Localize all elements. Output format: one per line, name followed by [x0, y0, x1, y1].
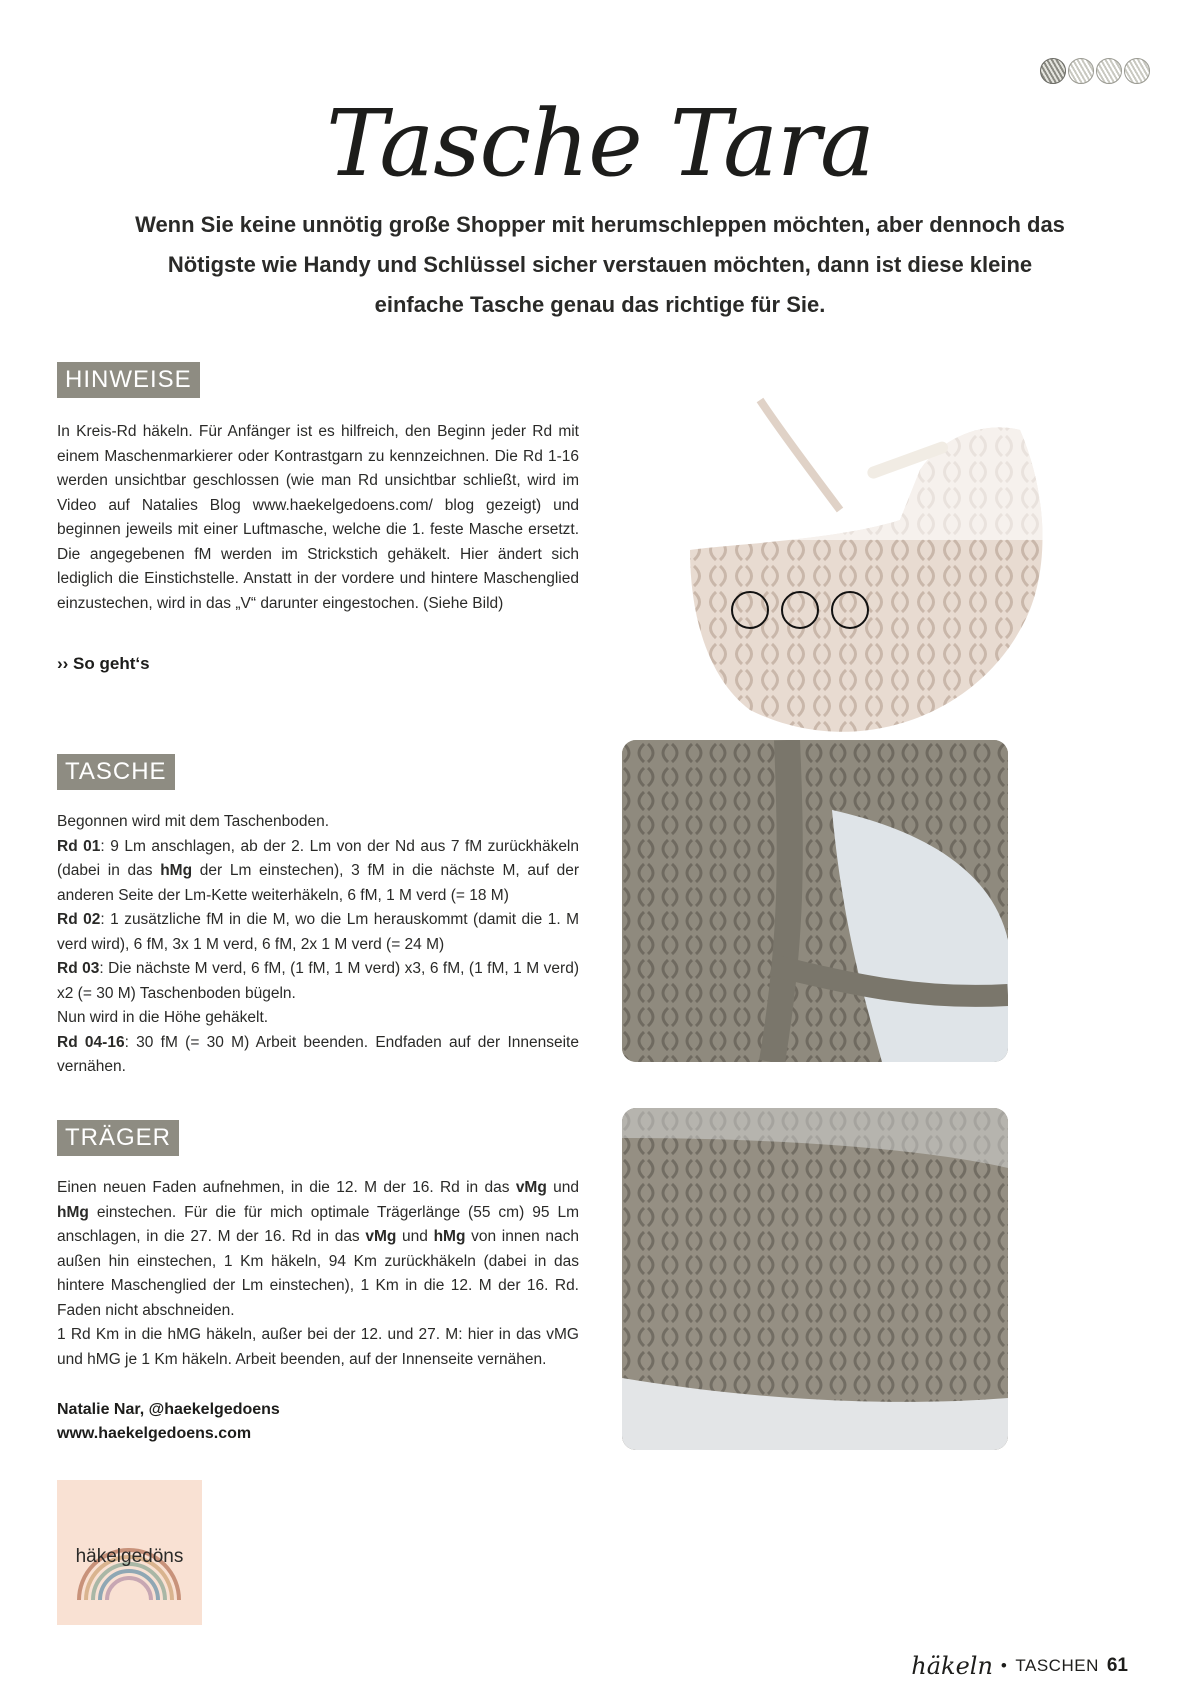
footer-section: TASCHEN: [1015, 1656, 1099, 1675]
intro-paragraph: Wenn Sie keine unnötig große Shopper mit herumschleppen möchten, aber dennoch das Nötigste wie Handy und Schlüssel sicher verstauen möchten, dann ist diese kleine einfache Tasche genau das richtige für Sie.: [135, 212, 1065, 317]
website: www.haekelgedoens.com: [57, 1425, 252, 1442]
footer-separator: •: [1000, 1656, 1008, 1675]
tasche-text: [57, 810, 579, 1080]
section-label-traeger: TRÄGER: [57, 1120, 179, 1156]
difficulty-indicator: [1040, 58, 1150, 84]
double-chevron-icon: ››: [57, 654, 74, 673]
bag-strap-graphic: [622, 740, 1008, 1062]
tasche-section: [57, 754, 579, 1080]
photo-stitch-detail: [640, 380, 1060, 750]
bag-bottom-graphic: [622, 1108, 1008, 1450]
traeger-paragraph-1: Einen neuen Faden aufnehmen, in die 12. M der 16. Rd in das vMg und hMg einstechen. Für die für mich optimale Trägerlänge (55 cm) 95 Lm anschlagen, in die 27. M der 16. Rd in das vMg und hMg von innen nach außen hin einstechen, 1 Km häkeln, 94 Km zurückhäkeln (dabei in das hintere Maschenglied der Lm einstechen), 1 Km in die 12. M der 16. Rd. Faden nicht abschneiden.: [57, 1179, 579, 1319]
page-title: Tasche Tara: [326, 90, 874, 197]
traeger-section: [57, 1120, 579, 1446]
round-04-16: Rd 04-16: 30 fM (= 30 M) Arbeit beenden. Endfaden auf der Innenseite vernähen.: [57, 1033, 579, 1075]
traeger-text: [57, 1176, 579, 1372]
round-02: Rd 02: 1 zusätzliche fM in die M, wo die Lm herauskommt (damit die 1. M verd wird), 6 fM, 3x 1 M verd, 6 fM, 2x 1 M verd (= 24 M): [57, 911, 579, 953]
hinweise-section: [57, 362, 579, 674]
tasche-intro: Begonnen wird mit dem Taschenboden.: [57, 813, 329, 830]
haekelgedoens-logo: [57, 1480, 202, 1625]
yarn-ball-icon: [1068, 58, 1094, 84]
height-line: Nun wird in die Höhe gehäkelt.: [57, 1009, 269, 1026]
round-03: Rd 03: Die nächste M verd, 6 fM, (1 fM, 1 M verd) x3, 6 fM, (1 fM, 1 M verd) x2 (= 30 M) Taschenboden bügeln.: [57, 960, 579, 1002]
round-01: Rd 01: 9 Lm anschlagen, ab der 2. Lm von der Nd aus 7 fM zurückhäkeln (dabei in das hMg der Lm einstechen), 3 fM in die nächste M, auf der anderen Seite der Lm-Kette weiterhäkeln, 6 fM, 1 M verd (= 18 M): [57, 837, 579, 904]
footer-magazine: häkeln: [911, 1652, 993, 1680]
section-label-tasche: TASCHE: [57, 754, 175, 790]
yarn-ball-icon: [1124, 58, 1150, 84]
hinweise-text: In Kreis-Rd häkeln. Für Anfänger ist es hilfreich, den Beginn jeder Rd mit einem Maschenmarkierer oder Kontrastgarn zu kennzeichnen. Die Rd 1-16 werden unsichtbar geschlossen (wie man Rd unsichtbar schließt, wird im Video auf Natalies Blog www.haekelgedoens.com/ blog gezeigt) und beginnen jeweils mit einer Luftmasche, welche die 1. feste Masche ersetzt. Die angegebenen fM werden im Strickstich gehäkelt. Hier ändert sich lediglich die Einstichstelle. Anstatt in der vordere und hintere Maschenglied einzustechen, wird in das „V“ darunter eingestochen. (Siehe Bild): [57, 423, 579, 612]
photo-bag-strap: [622, 740, 1008, 1062]
page-number: 61: [1106, 1655, 1128, 1676]
traeger-paragraph-2: 1 Rd Km in die hMG häkeln, außer bei der 12. und 27. M: hier in das vMG und hMG je 1 Km häkeln. Arbeit beenden, auf der Innenseite vernähen.: [57, 1326, 579, 1368]
yarn-strand: [760, 400, 840, 510]
yarn-ball-icon: [1040, 58, 1066, 84]
author: Natalie Nar, @haekelgedoens: [57, 1401, 280, 1418]
yarn-ball-icon: [1096, 58, 1122, 84]
section-label-hinweise: HINWEISE: [57, 362, 200, 398]
logo-text: häkelgedöns: [75, 1546, 184, 1567]
credits: [57, 1398, 579, 1446]
photo-bag-bottom: [622, 1108, 1008, 1450]
page-footer: [911, 1652, 1128, 1680]
so-gehts-link: ›› So geht‘s: [57, 654, 150, 673]
